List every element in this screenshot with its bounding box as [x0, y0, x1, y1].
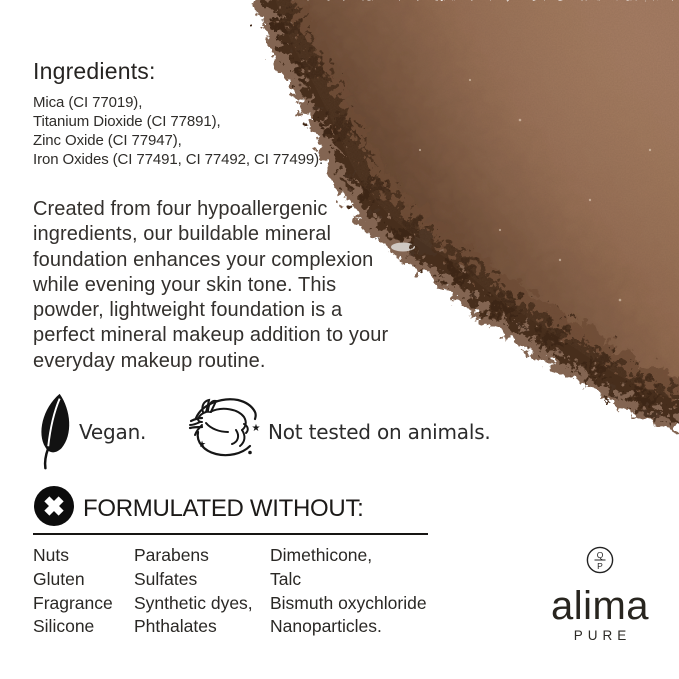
formulated-without-column-2 — [134, 544, 253, 639]
star-icon: ★ — [251, 423, 261, 434]
excluded-ingredient: Gluten — [33, 568, 85, 589]
formulated-without-heading: FORMULATED WITHOUT: — [83, 495, 364, 522]
product-description — [33, 197, 388, 374]
excluded-ingredient: Silicone — [33, 616, 95, 637]
excluded-ingredient: Nanoparticles. — [270, 616, 382, 637]
vegan-leaf-icon — [33, 391, 73, 471]
description-line: powder, lightweight foundation is a — [33, 299, 343, 322]
ingredients-heading: Ingredients: — [33, 58, 156, 84]
description-line: ingredients, our buildable mineral — [33, 223, 332, 246]
ingredient-line: Mica (CI 77019), — [33, 94, 143, 111]
description-line: perfect mineral makeup addition to your — [33, 324, 389, 347]
not-tested-label: Not tested on animals. — [268, 420, 491, 444]
bunny-dot — [248, 451, 252, 455]
formulated-without-column-1 — [33, 544, 113, 639]
ingredients-list — [33, 93, 323, 169]
excluded-ingredient: Fragrance — [33, 592, 113, 613]
x-circle-icon — [34, 486, 74, 526]
leaping-bunny-icon — [188, 396, 263, 462]
monogram-top-letter: Q — [596, 550, 604, 560]
excluded-ingredient: Nuts — [33, 545, 69, 565]
ingredient-line: Zinc Oxide (CI 77947), — [33, 132, 182, 149]
excluded-ingredient: Sulfates — [134, 568, 198, 589]
description-line: Created from four hypoallergenic — [33, 198, 328, 220]
alima-monogram-icon — [585, 545, 615, 575]
excluded-ingredient: Talc — [270, 568, 302, 589]
star-icon: ★ — [197, 440, 207, 450]
excluded-ingredient: Bismuth oxychloride — [270, 592, 427, 613]
divider-rule — [33, 533, 428, 535]
excluded-ingredient: Parabens — [134, 545, 209, 565]
description-line: while evening your skin tone. This — [33, 273, 337, 296]
ingredient-line: Titanium Dioxide (CI 77891), — [33, 113, 221, 130]
formulated-without-column-3 — [270, 544, 427, 639]
brand-logo — [538, 545, 662, 643]
brand-tagline: PURE — [573, 628, 632, 643]
excluded-ingredient: Synthetic dyes, — [134, 592, 253, 613]
monogram-bottom-letter: P — [597, 561, 603, 571]
description-line: everyday makeup routine. — [33, 349, 266, 372]
description-line: foundation enhances your complexion — [33, 248, 374, 271]
ingredient-line: Iron Oxides (CI 77491, CI 77492, CI 77499). — [33, 151, 324, 168]
brand-wordmark: alima — [550, 584, 650, 628]
excluded-ingredient: Dimethicone, — [270, 545, 373, 565]
excluded-ingredient: Phthalates — [134, 616, 217, 637]
vegan-label: Vegan. — [79, 420, 147, 444]
